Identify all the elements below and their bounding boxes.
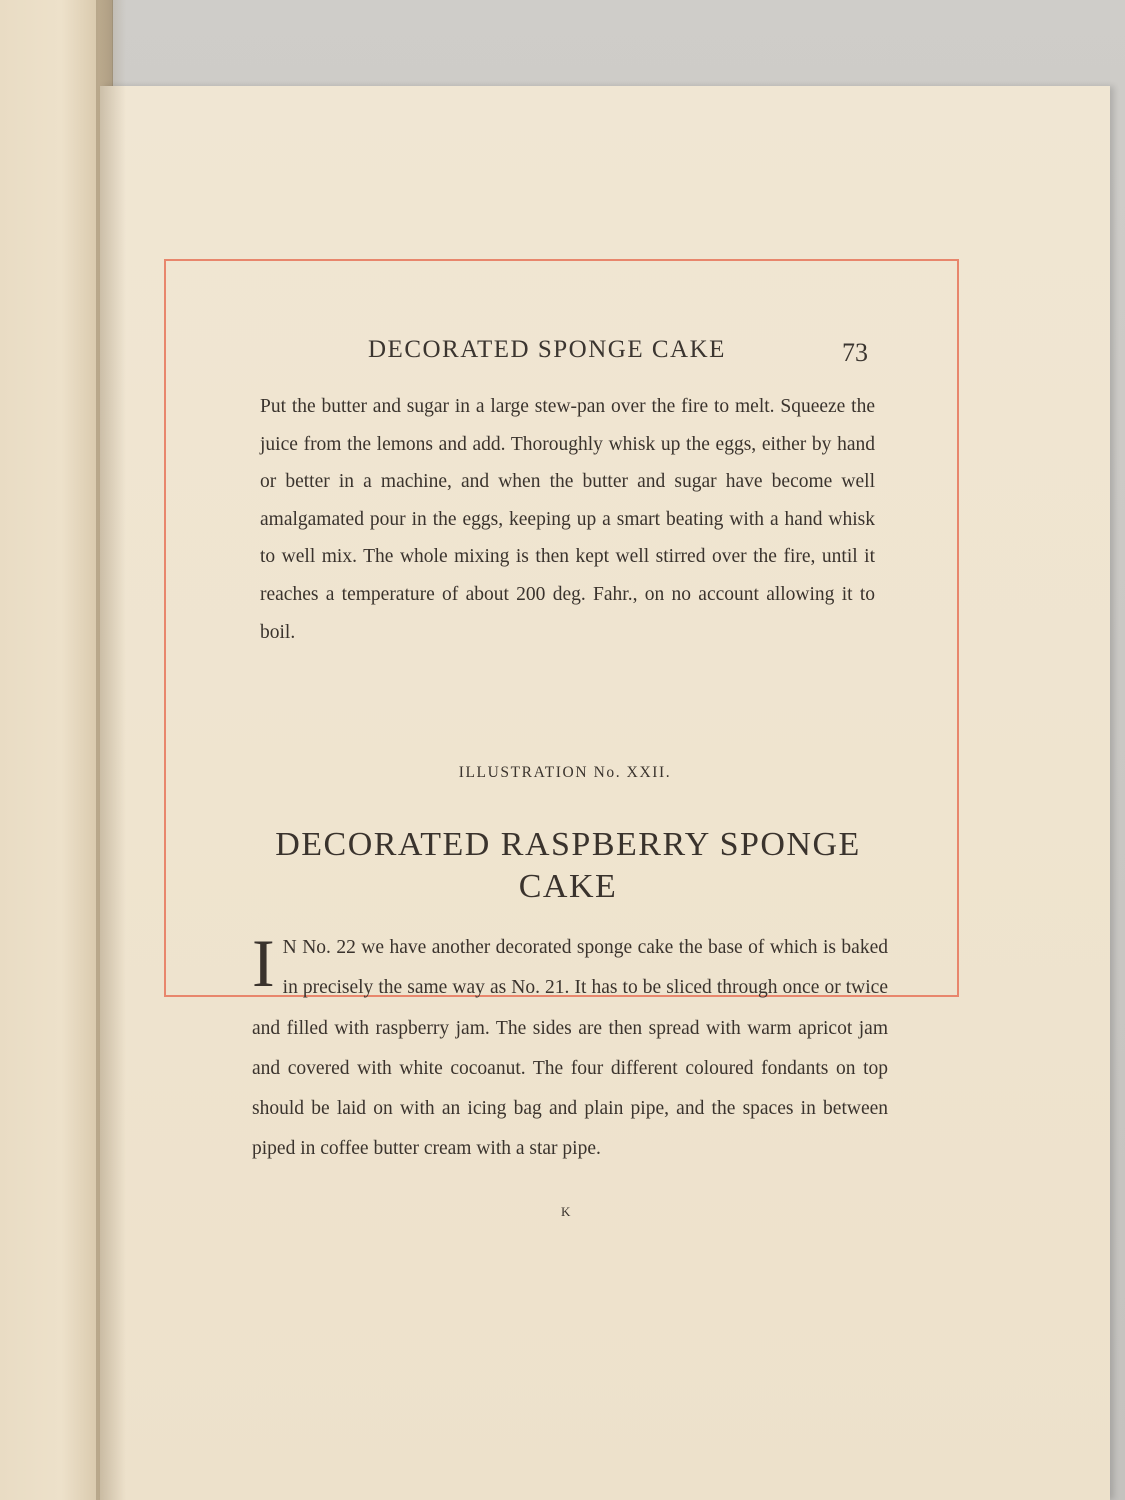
paragraph-2 — [252, 925, 888, 1170]
gutter-shadow — [96, 0, 126, 1500]
right-page — [100, 86, 1110, 1500]
drop-cap: I — [252, 925, 275, 1001]
signature-mark: K — [561, 1204, 571, 1219]
running-head: DECORATED SPONGE CAKE — [368, 336, 726, 363]
illustration-label: ILLUSTRATION No. XXII. — [458, 764, 672, 781]
paragraph-2-text: N No. 22 we have another decorated sponge cake the base of which is baked in precisely the same way as No. 21. It has to be sliced through once or twice and filled with raspberry jam. The sides are then spread with warm apricot jam and covered with white cocoanut. The four different coloured fondants on top should be laid on with an icing bag and plain pipe, and the spaces in between piped in coffee butter cream with a star pipe. — [252, 937, 888, 1160]
paragraph-1: Put the butter and sugar in a large stew-pan over the fire to melt. Squeeze the juice from the lemons and add. Thoroughly whisk up the eggs, either by hand or better in a machine, and when the butter and sugar have become well amalgamated pour in the eggs, keeping up a smart beating with a hand whisk to well mix. The whole mixing is then kept well stirred over the fire, until it reaches a temperature of about 200 deg. Fahr., on no account allowing it to boil. — [260, 396, 875, 643]
section-title: DECORATED RASPBERRY SPONGE CAKE — [275, 826, 861, 905]
page-number: 73 — [842, 338, 868, 367]
